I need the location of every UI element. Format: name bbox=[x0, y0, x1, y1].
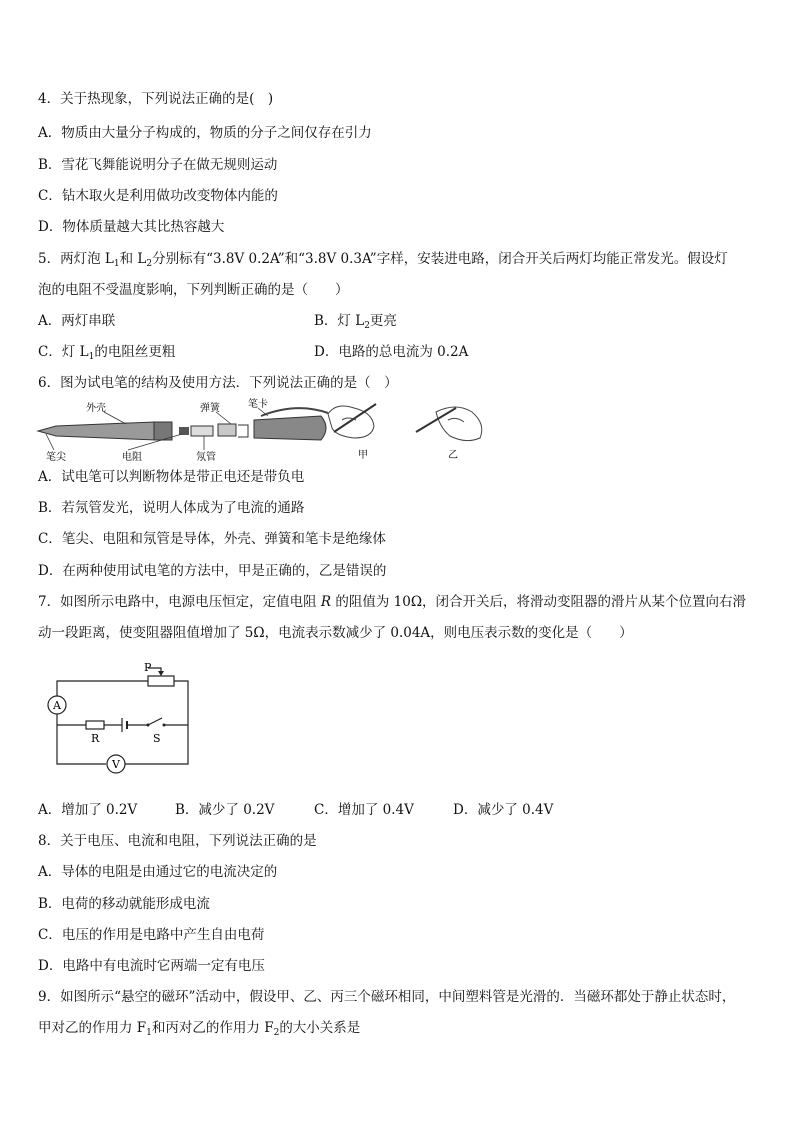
q7-option-d: D．减少了 0.4V bbox=[453, 802, 554, 818]
rheostat-icon bbox=[148, 676, 174, 686]
q5-option-b: B．灯 $L_2$更亮 bbox=[314, 313, 397, 331]
q7-option-c: C．增加了 0.4V bbox=[314, 802, 414, 818]
q4-option-d: D．物体质量越大其比热容越大 bbox=[38, 219, 225, 235]
q5-option-a: A．两灯串联 bbox=[38, 313, 116, 329]
fig-label-clip: 笔卡 bbox=[248, 399, 268, 410]
hand-jia-icon bbox=[328, 404, 376, 438]
circuit-diagram bbox=[40, 656, 200, 780]
q4-stem: 4．关于热现象，下列说法正确的是( ) bbox=[38, 91, 274, 107]
resistor-icon bbox=[86, 721, 104, 729]
fig-label-tip: 笔尖 bbox=[46, 452, 66, 463]
q9-stem-line2: 甲对乙的作用力 $F_1$和丙对乙的作用力 $F_2$的大小关系是 bbox=[38, 1020, 361, 1038]
q9-stem-line1: 9．如图所示“悬空的磁环”活动中，假设甲、乙、丙三个磁环相同，中间塑料管是光滑的．当磁环都处于静止状态时， bbox=[38, 989, 736, 1005]
hand-yi-icon bbox=[416, 407, 482, 441]
label-s: S bbox=[153, 732, 161, 745]
q6-option-d: D．在两种使用试电笔的方法中，甲是正确的，乙是错误的 bbox=[38, 563, 387, 579]
q7-option-b: B．减少了 0.2V bbox=[175, 802, 275, 818]
q7-stem-line1: 7．如图所示电路中，电源电压恒定，定值电阻 R 的阻值为 10Ω，闭合开关后，将滑动变阻器的滑片从某个位置向右滑 bbox=[38, 594, 747, 610]
q7-stem-line2: 动一段距离，使变阻器阻值增加了 5Ω，电流表示数减少了 0.04A，则电压表示数的变化是（ ） bbox=[38, 625, 633, 641]
q4-option-a: A．物质由大量分子构成的，物质的分子之间仅存在引力 bbox=[38, 125, 372, 141]
q4-option-c: C．钻木取火是利用做功改变物体内能的 bbox=[38, 188, 278, 204]
q6-option-a: A．试电笔可以判断物体是带正电还是带负电 bbox=[38, 469, 305, 485]
fig-label-shell: 外壳 bbox=[86, 403, 106, 414]
q4-option-b: B．雪花飞舞能说明分子在做无规则运动 bbox=[38, 157, 278, 173]
q6-stem: 6．图为试电笔的结构及使用方法．下列说法正确的是（ ） bbox=[38, 375, 398, 391]
test-pencil-figure bbox=[36, 398, 496, 464]
label-r: R bbox=[91, 732, 100, 745]
fig-label-yi: 乙 bbox=[448, 450, 458, 461]
fig-label-neon: 氖管 bbox=[196, 452, 216, 463]
label-v: V bbox=[112, 758, 120, 771]
fig-label-jia: 甲 bbox=[358, 450, 368, 461]
fig-label-spring: 弹簧 bbox=[200, 403, 220, 414]
switch-icon bbox=[148, 718, 162, 725]
fig-label-resistor: 电阻 bbox=[122, 452, 142, 463]
q5-stem-line1: 5．两灯泡 $L_1$和 $L_2$分别标有“3.8V 0.2A”和“3.8V 0.3A”字样，安装进电路，闭合开关后两灯均能正常发光。假设灯 bbox=[38, 251, 728, 269]
q5-option-c: C．灯 $L_1$的电阻丝更粗 bbox=[38, 344, 176, 362]
q8-option-a: A．导体的电阻是由通过它的电流决定的 bbox=[38, 864, 278, 880]
q5-stem-line2: 泡的电阻不受温度影响，下列判断正确的是（ ） bbox=[38, 282, 349, 298]
q8-option-c: C．电压的作用是电路中产生自由电荷 bbox=[38, 927, 265, 943]
q8-option-b: B．电荷的移动就能形成电流 bbox=[38, 896, 210, 912]
q8-stem: 8．关于电压、电流和电阻，下列说法正确的是 bbox=[38, 833, 317, 849]
q7-option-a: A．增加了 0.2V bbox=[38, 802, 138, 818]
label-p: P bbox=[144, 661, 152, 674]
q6-option-c: C．笔尖、电阻和氖管是导体，外壳、弹簧和笔卡是绝缘体 bbox=[38, 531, 386, 547]
q8-option-d: D．电路中有电流时它两端一定有电压 bbox=[38, 958, 265, 974]
label-a: A bbox=[53, 699, 61, 712]
q6-option-b: B．若氖管发光，说明人体成为了电流的通路 bbox=[38, 500, 305, 516]
q5-option-d: D．电路的总电流为 0.2A bbox=[314, 344, 469, 360]
